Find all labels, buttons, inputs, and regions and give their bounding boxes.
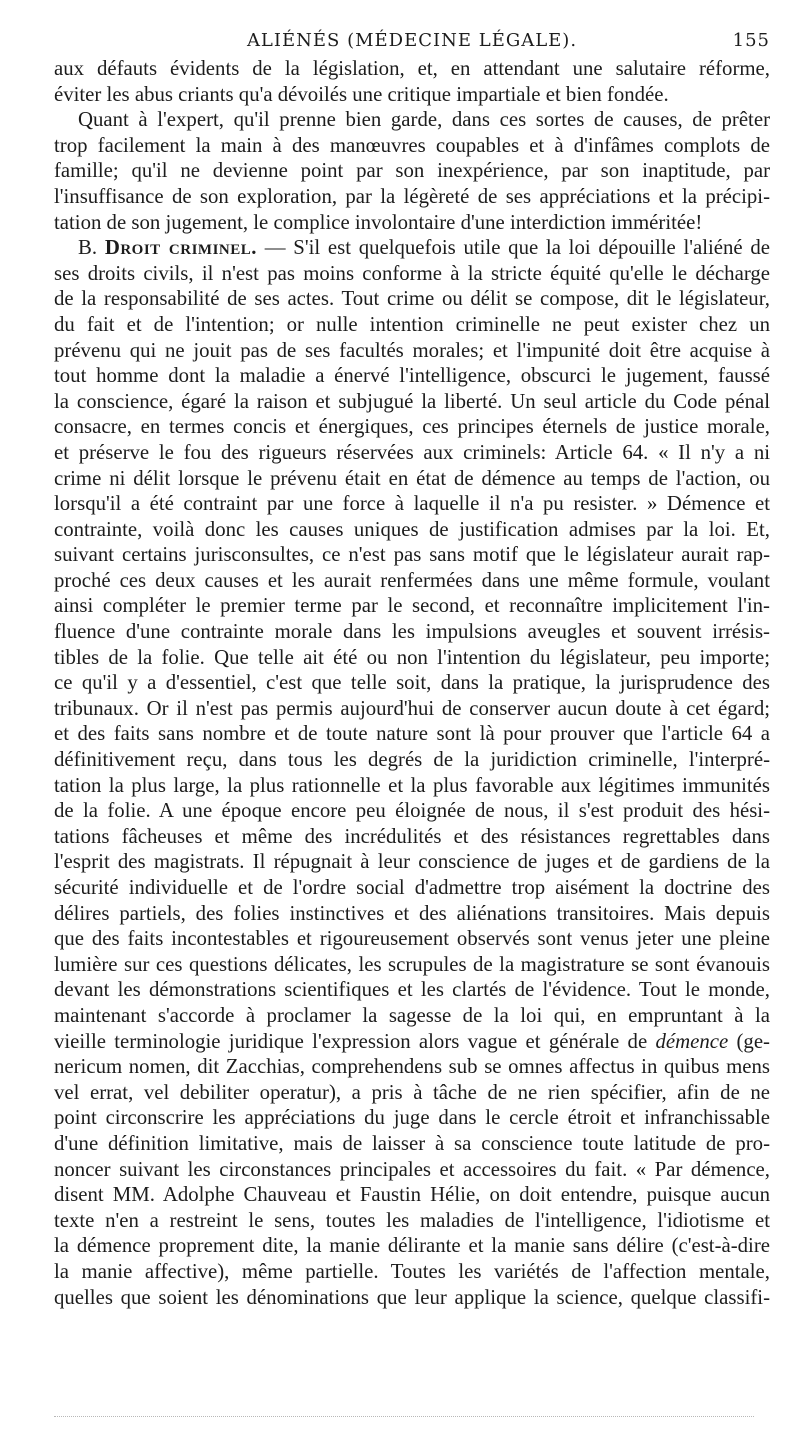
text-line: que des faits incontestables et rigoureusement observés sont venus jeter une pleine (54, 927, 770, 951)
text-line: tibles de la folie. Que telle ait été ou non l'intention du législateur, peu importe; (54, 645, 770, 669)
text-line: sécurité individuelle et de l'ordre social d'admettre trop aisément la doctrine des (54, 876, 770, 899)
text-line: contrainte, voilà donc les causes uniques de justification admises par la loi. Et, (54, 517, 770, 541)
text-line: S'il est quelquefois utile que la loi dépouille l'aliéné de (293, 236, 771, 260)
section-label: B. (78, 236, 98, 260)
text-line: d'une définition limitative, mais de laisser à sa conscience toute latitude de pro- (54, 1131, 770, 1155)
text-line: point circonscrire les appréciations du juge dans le cercle étroit et infranchissable (54, 1106, 770, 1130)
text-line: l'esprit des magistrats. Il répugnait à leur conscience de juges et de gardiens de la (54, 850, 770, 874)
text-line: définitivement reçu, dans tous les degrés de la juridiction criminelle, l'interpré- (54, 748, 770, 772)
text-line: lorsqu'il a été contraint par une force à laquelle il n'a pu resister. » Démence et (54, 492, 770, 516)
text-line: proché ces deux causes et les aurait renfermées dans une même formule, voulant (54, 568, 770, 592)
text-line: ses droits civils, il n'est pas moins conforme à la stricte équité qu'elle le décharge (54, 261, 770, 285)
text-line: consacre, en termes concis et énergiques, ces principes éternels de justice morale, (54, 415, 770, 439)
text-line: aux défauts évidents de la législation, et, en attendant une salutaire réforme, (54, 57, 770, 80)
text-line: la démence proprement dite, la manie délirante et la manie sans délire (c'est-à-dire (54, 1234, 770, 1258)
italic-demence: démence (655, 1029, 729, 1053)
text-line (54, 1310, 770, 1336)
text-line: texte n'en a restreint le sens, toutes les maladies de l'intelligence, l'idiotisme et (54, 1208, 770, 1232)
text-line: devant les démonstrations scientifiques et les clartés de l'évidence. Tout le monde, (54, 978, 770, 1002)
text-line: nericum nomen, dit Zacchias, comprehendens sub se omnes affectus in quibus mens (54, 1055, 770, 1079)
section-dash: — (256, 236, 286, 260)
text-line: Quant à l'expert, qu'il prenne bien garde, dans ces sortes de causes, de prêter (78, 108, 770, 132)
text-line: lumière sur ces questions délicates, les scrupules de la magistrature se sont évanouis (54, 952, 770, 976)
section-heading: Droit criminel. (104, 236, 257, 260)
text-line: la conscience, égaré la raison et subjugué la liberté. Un seul article du Code pénal (54, 389, 770, 413)
body-text (54, 56, 770, 1336)
text-line: l'insuffisance de son exploration, par la légèreté de ses appréciations et la précipi- (54, 184, 770, 208)
text-line-with-italic (54, 1029, 770, 1055)
text-line: prévenu qui ne jouit pas de ses facultés morales; et l'impunité doit être acquise à (54, 338, 770, 362)
text-line: du fait et de l'intention; or nulle intention criminelle ne peut exister chez un (54, 312, 770, 336)
text-line: fluence d'une contrainte morale dans les impulsions aveugles et souvent irrésis- (54, 620, 770, 644)
text-line: disent MM. Adolphe Chauveau et Faustin Hélie, on doit entendre, puisque aucun (54, 1183, 770, 1207)
text-line: délires partiels, des folies instinctives et des aliénations transitoires. Mais depuis (54, 901, 770, 925)
text-line: tribunaux. Or il n'est pas permis aujourd'hui de conserver aucun doute à cet égard; (54, 696, 770, 720)
page (54, 30, 770, 1336)
text-line: et préserve le fou des rigueurs réservées aux criminels: Article 64. « Il n'y a ni (54, 440, 770, 464)
text-line: noncer suivant les circonstances principales et accessoires du fait. « Par démence, (54, 1157, 770, 1181)
section-b-first-line (54, 235, 770, 261)
text-line: et des faits sans nombre et de toute nature sont là pour prouver que l'article 64 a (54, 722, 770, 746)
text-line-tail: (ge- (728, 1029, 770, 1053)
bottom-rule (54, 1416, 754, 1417)
text-line: tation de son jugement, le complice involontaire d'une interdiction imméritée! (54, 210, 703, 234)
text-line: trop facilement la main à des manœuvres coupables et à d'infâmes complots de (54, 133, 770, 157)
text-line: famille; qu'il ne devienne point par son inexpérience, par son inaptitude, par (54, 159, 770, 183)
text-line: tout homme dont la maladie a énervé l'intelligence, obscurci le jugement, faussé (54, 364, 770, 388)
text-line: ainsi compléter le premier terme par le second, et reconnaître implicitement l'in- (54, 594, 770, 618)
text-line: de la responsabilité de ses actes. Tout crime ou délit se compose, dit le législateur, (54, 287, 770, 311)
running-title: ALIÉNÉS (MÉDECINE LÉGALE). (246, 30, 578, 51)
text-line: tations fâcheuses et même des incrédulités et des résistances regrettables dans (54, 824, 770, 848)
text-line: vel errat, vel debiliter operatur), a pris à tâche de ne rien spécifier, afin de ne (54, 1080, 770, 1104)
text-line: la manie affective), même partielle. Toutes les variétés de l'affection mentale, (54, 1259, 770, 1283)
text-line: tation la plus large, la plus rationnelle et la plus favorable aux légitimes immunités (54, 773, 770, 797)
page-number: 155 (732, 30, 770, 51)
text-line: maintenant s'accorde à proclamer la sagesse de la loi qui, en empruntant à la (54, 1003, 770, 1027)
text-line: quelles que soient les dénominations que leur applique la science, quelque classifi- (54, 1285, 770, 1309)
text-line: suivant certains jurisconsultes, ce n'est pas sans motif que le législateur aurait rap- (54, 543, 770, 567)
text-line: ce qu'il y a d'essentiel, c'est que telle soit, dans la pratique, la jurisprudence des (54, 671, 770, 695)
text-line: éviter les abus criants qu'a dévoilés une critique impartiale et bien fondée. (54, 82, 669, 106)
text-line: crime ni délit lorsque le prévenu était en état de démence au temps de l'action, ou (54, 466, 770, 490)
text-line: de la folie. A une époque encore peu éloignée de nous, il s'est produit des hési- (54, 799, 770, 823)
text-line: vieille terminologie juridique l'expression alors vague et générale de (54, 1029, 648, 1053)
running-head (54, 30, 770, 56)
